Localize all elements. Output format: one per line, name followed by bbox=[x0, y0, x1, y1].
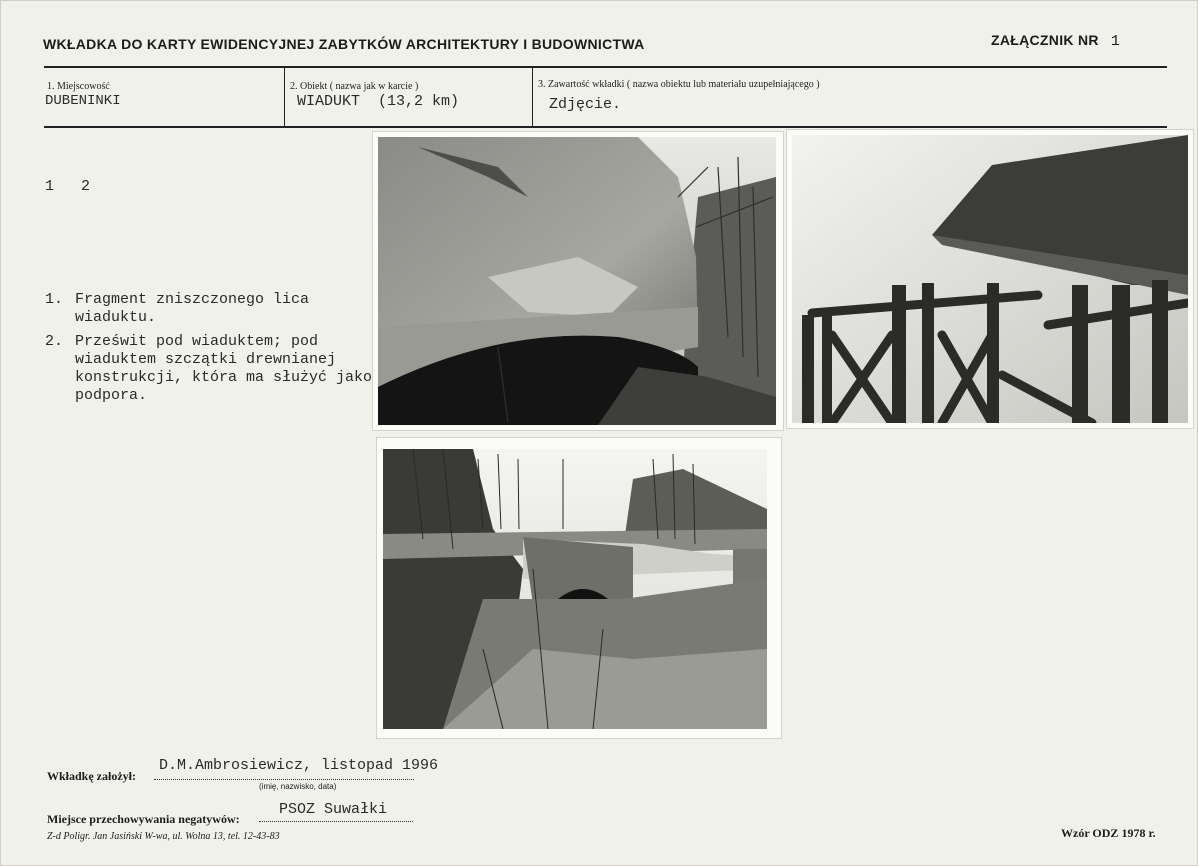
storage-value: PSOZ Suwałki bbox=[279, 801, 388, 818]
annex-number: 1 bbox=[1110, 33, 1121, 50]
storage-line bbox=[259, 821, 413, 822]
field-divider-2 bbox=[532, 68, 533, 126]
description-item-1 bbox=[45, 291, 375, 327]
description-text: Fragment zniszczonego lica wiaduktu. bbox=[75, 291, 310, 326]
photo-wooden-support bbox=[787, 130, 1193, 428]
object-value: WIADUKT (13,2 km) bbox=[297, 93, 460, 110]
photo-viaduct-landscape-image bbox=[383, 449, 767, 729]
locality-label: 1. Miejscowość bbox=[47, 81, 110, 92]
top-rule bbox=[44, 66, 1167, 68]
object-label: 2. Obiekt ( nazwa jak w karcie ) bbox=[290, 81, 419, 92]
photo-viaduct-landscape bbox=[377, 438, 781, 738]
photo-wooden-support-image bbox=[792, 135, 1188, 423]
created-by-hint: (imię, nazwisko, data) bbox=[259, 782, 337, 791]
document-title: WKŁADKA DO KARTY EWIDENCYJNEJ ZABYTKÓW ARCHITEKTURY I BUDOWNICTWA bbox=[43, 36, 645, 52]
field-divider-1 bbox=[284, 68, 285, 126]
annex-label-text: ZAŁĄCZNIK NR bbox=[991, 32, 1099, 48]
fields-bottom-rule bbox=[44, 126, 1167, 128]
created-by-label: Wkładkę założył: bbox=[47, 769, 136, 783]
annex-label bbox=[991, 32, 1120, 50]
description-text: Prześwit pod wiaduktem; pod wiaduktem szczątki drewnianej konstrukcji, która ma służyć jako podpora. bbox=[75, 333, 373, 404]
photo-damaged-facade-image bbox=[378, 137, 776, 425]
description-number: 1. bbox=[45, 291, 64, 308]
description-number: 2. bbox=[45, 333, 64, 350]
photo-numbers: 1 2 bbox=[45, 178, 91, 195]
created-by-value: D.M.Ambrosiewicz, listopad 1996 bbox=[159, 757, 439, 774]
form-code: Wzór ODZ 1978 r. bbox=[1061, 826, 1156, 840]
printer-info: Z-d Poligr. Jan Jasiński W-wa, ul. Wolna 13, tel. 12-43-83 bbox=[47, 831, 280, 842]
photo-damaged-facade bbox=[373, 132, 783, 430]
locality-value: DUBENINKI bbox=[45, 93, 121, 109]
description-item-2 bbox=[45, 333, 375, 405]
storage-label: Miejsce przechowywania negatywów: bbox=[47, 812, 240, 826]
content-value: Zdjęcie. bbox=[549, 96, 622, 113]
photo-descriptions bbox=[45, 291, 375, 407]
created-by-line bbox=[154, 779, 414, 780]
content-label: 3. Zawartość wkładki ( nazwa obiektu lub materiału uzupełniającego ) bbox=[538, 79, 820, 90]
